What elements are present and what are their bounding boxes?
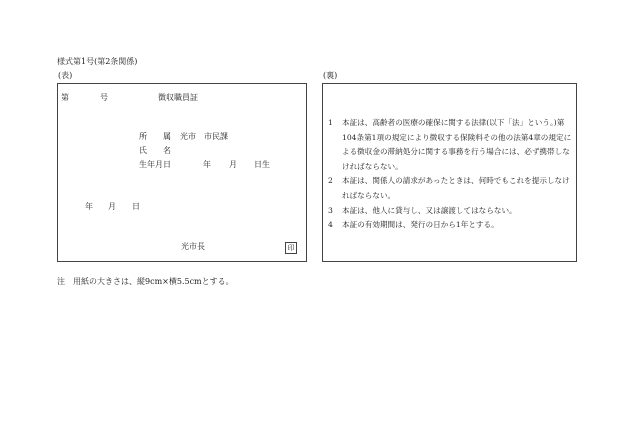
footnote: 注 用紙の大きさは、縦9cm×横5.5cmとする。 [57, 277, 234, 286]
number-label: 第 [61, 93, 69, 102]
note-number: 2 [328, 176, 333, 186]
note-item [328, 218, 574, 233]
note-text: 本証の有効期間は、発行の日から1年とする。 [342, 220, 499, 230]
name-label: 氏 名 [139, 146, 171, 155]
birth-label: 生年月日 [139, 160, 171, 169]
note-text: 本証は、他人に貸与し、又は譲渡してはならない。 [342, 205, 517, 215]
birth-day: 日生 [254, 160, 270, 169]
number-suffix: 号 [100, 93, 108, 102]
front-panel [57, 83, 307, 262]
note-text: 本証は、関係人の請求があったときは、何時でもこれを提示しなければならない。 [342, 176, 570, 200]
note-number: 3 [328, 205, 333, 215]
affiliation-label: 所 属 [139, 132, 171, 141]
card-title: 徴収職員証 [158, 93, 198, 102]
note-item [328, 204, 574, 219]
note-text: 本証は、高齢者の医療の確保に関する法律(以下「法」という。)第104条第1項の規定により徴収する保険料その他の法第4章の規定による徴収金の滞納処分に関する事務を行う場合には、必ず携帯しなければならない。 [342, 118, 572, 171]
issue-year: 年 [85, 202, 93, 211]
note-number: 1 [328, 118, 333, 127]
affiliation-value: 光市 市民課 [180, 132, 228, 141]
form-title: 様式第1号(第2条関係) [57, 57, 138, 66]
note-item [328, 116, 574, 174]
issue-month: 月 [108, 202, 116, 211]
back-panel [322, 83, 577, 262]
issue-day: 日 [132, 202, 140, 211]
notes-list [328, 116, 574, 233]
birth-month: 月 [229, 160, 237, 169]
seal-stamp: 印 [285, 242, 297, 254]
issuer: 光市長 [181, 242, 205, 251]
front-heading: (表) [58, 71, 73, 80]
birth-year: 年 [203, 160, 211, 169]
back-heading: (裏) [323, 71, 338, 80]
note-item [328, 174, 574, 203]
note-number: 4 [328, 220, 333, 230]
